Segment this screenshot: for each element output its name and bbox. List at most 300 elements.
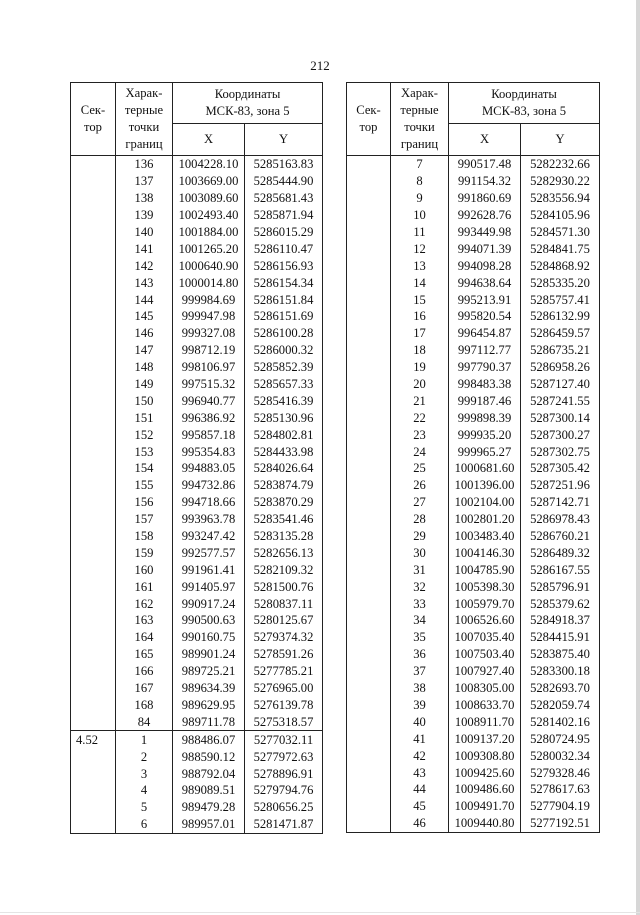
table-row [347,173,600,190]
point-cell: 14 [391,274,449,291]
y-cell: 5277904.19 [521,798,600,815]
sector-cell [347,274,391,291]
x-cell: 992628.76 [449,207,521,224]
point-cell: 162 [116,595,173,612]
point-cell: 29 [391,528,449,545]
sector-cell [71,173,116,190]
point-cell: 7 [391,156,449,173]
sector-cell [347,595,391,612]
table-row [71,325,323,342]
point-cell: 140 [116,224,173,241]
table-row [347,646,600,663]
point-cell: 20 [391,376,449,393]
y-cell: 5286735.21 [521,342,600,359]
y-cell: 5284802.81 [245,426,323,443]
x-cell: 995857.18 [173,426,245,443]
x-cell: 1004146.30 [449,544,521,561]
table-row [71,561,323,578]
point-cell: 19 [391,359,449,376]
point-cell: 24 [391,443,449,460]
x-cell: 994098.28 [449,257,521,274]
table-row [71,359,323,376]
x-cell: 993963.78 [173,511,245,528]
y-cell: 5286015.29 [245,224,323,241]
x-cell: 998106.97 [173,359,245,376]
sector-cell [71,190,116,207]
sector-cell [71,308,116,325]
point-cell: 145 [116,308,173,325]
point-cell: 165 [116,646,173,663]
table-row [71,765,323,782]
x-cell: 990517.48 [449,156,521,173]
x-cell: 1003089.60 [173,190,245,207]
x-cell: 993449.98 [449,224,521,241]
point-cell: 148 [116,359,173,376]
y-cell: 5281471.87 [245,816,323,833]
header-line: Координаты [491,87,557,101]
table-row [347,257,600,274]
sector-cell [347,426,391,443]
table-row [347,544,600,561]
x-cell: 1005979.70 [449,595,521,612]
sector-cell [347,342,391,359]
table-row [347,240,600,257]
point-cell: 143 [116,274,173,291]
y-cell: 5286167.55 [521,561,600,578]
sector-cell [347,544,391,561]
y-cell: 5285852.39 [245,359,323,376]
y-cell: 5277972.63 [245,748,323,765]
header-coords [173,83,323,124]
sector-cell [347,713,391,730]
table-row [71,308,323,325]
point-cell: 16 [391,308,449,325]
header-points [391,83,449,156]
sector-cell [71,595,116,612]
sector-cell [71,426,116,443]
point-cell: 84 [116,713,173,730]
y-cell: 5278591.26 [245,646,323,663]
sector-cell [347,747,391,764]
x-cell: 1009137.20 [449,730,521,747]
x-cell: 989711.78 [173,713,245,730]
x-cell: 1002801.20 [449,511,521,528]
point-cell: 37 [391,663,449,680]
sector-cell [71,409,116,426]
y-cell: 5279328.46 [521,764,600,781]
sector-cell [347,392,391,409]
sector-cell [347,359,391,376]
sector-cell [347,511,391,528]
table-row [347,747,600,764]
header-line: точки [128,120,160,134]
table-row [71,207,323,224]
y-cell: 5285163.83 [245,156,323,173]
sector-cell [71,528,116,545]
point-cell: 4 [116,782,173,799]
point-cell: 38 [391,680,449,697]
sector-cell [71,325,116,342]
y-cell: 5287251.96 [521,477,600,494]
y-cell: 5286459.57 [521,325,600,342]
x-cell: 1003669.00 [173,173,245,190]
x-cell: 995354.83 [173,443,245,460]
table-row [71,443,323,460]
sector-cell [71,511,116,528]
sector-cell [71,443,116,460]
sector-cell [347,460,391,477]
table-row [347,494,600,511]
sector-cell [71,392,116,409]
x-cell: 991154.32 [449,173,521,190]
table-row [347,561,600,578]
x-cell: 989901.24 [173,646,245,663]
x-cell: 991405.97 [173,578,245,595]
header-line: МСК-83, зона 5 [205,104,290,118]
point-cell: 158 [116,528,173,545]
sector-cell [347,730,391,747]
table-row [347,663,600,680]
sector-cell [71,460,116,477]
sector-cell [347,663,391,680]
point-cell: 40 [391,713,449,730]
y-cell: 5281500.76 [245,578,323,595]
point-cell: 45 [391,798,449,815]
y-cell: 5287300.27 [521,426,600,443]
table-row [347,443,600,460]
header-line: Сек- [356,103,381,117]
point-cell: 41 [391,730,449,747]
table-row [71,392,323,409]
x-cell: 1002104.00 [449,494,521,511]
table-row [347,730,600,747]
sector-cell [347,257,391,274]
sector-cell [347,646,391,663]
sector-cell [347,173,391,190]
sector-cell [71,240,116,257]
sector-cell [347,798,391,815]
sector-cell [347,528,391,545]
sector-cell [347,224,391,241]
table-row [347,342,600,359]
y-cell: 5285444.90 [245,173,323,190]
y-cell: 5282656.13 [245,544,323,561]
sector-cell [71,342,116,359]
y-cell: 5278617.63 [521,781,600,798]
y-cell: 5275318.57 [245,713,323,730]
y-cell: 5287142.71 [521,494,600,511]
sector-cell [347,680,391,697]
table-row [71,799,323,816]
y-cell: 5282930.22 [521,173,600,190]
x-cell: 988486.07 [173,731,245,748]
sector-cell [347,477,391,494]
x-cell: 998483.38 [449,376,521,393]
x-cell: 1001884.00 [173,224,245,241]
point-cell: 33 [391,595,449,612]
x-cell: 993247.42 [173,528,245,545]
point-cell: 2 [116,748,173,765]
table-row [347,460,600,477]
point-cell: 150 [116,392,173,409]
sector-cell [347,629,391,646]
y-cell: 5276139.78 [245,697,323,714]
header-line: Харак- [125,86,163,100]
x-cell: 991961.41 [173,561,245,578]
y-cell: 5286156.93 [245,257,323,274]
x-cell: 989629.95 [173,697,245,714]
sector-cell [71,697,116,714]
y-cell: 5278896.91 [245,765,323,782]
point-cell: 152 [116,426,173,443]
x-cell: 996454.87 [449,325,521,342]
point-cell: 164 [116,629,173,646]
y-cell: 5287300.14 [521,409,600,426]
y-cell: 5283300.18 [521,663,600,680]
table-row [347,612,600,629]
header-sector [71,83,116,156]
point-cell: 147 [116,342,173,359]
point-cell: 46 [391,815,449,832]
point-cell: 159 [116,544,173,561]
table-row [347,781,600,798]
point-cell: 161 [116,578,173,595]
header-line: точки [404,120,435,134]
table-row [347,426,600,443]
sector-cell [71,629,116,646]
y-cell: 5286489.32 [521,544,600,561]
sector-cell [71,207,116,224]
table-row [71,697,323,714]
table-row [347,156,600,173]
x-cell: 988792.04 [173,765,245,782]
y-cell: 5285757.41 [521,291,600,308]
x-cell: 1007927.40 [449,663,521,680]
table-row [347,595,600,612]
point-cell: 151 [116,409,173,426]
x-cell: 1000014.80 [173,274,245,291]
sector-cell [347,240,391,257]
sector-cell [347,443,391,460]
point-cell: 43 [391,764,449,781]
x-cell: 1001265.20 [173,240,245,257]
sector-cell [347,207,391,224]
header-line: терные [400,103,439,117]
table-row [347,528,600,545]
table-row [347,359,600,376]
y-cell: 5284918.37 [521,612,600,629]
sector-cell [347,578,391,595]
x-cell: 994718.66 [173,494,245,511]
header-line: границ [125,137,163,151]
table-row [71,816,323,833]
point-cell: 39 [391,697,449,714]
table-row [347,308,600,325]
x-cell: 997112.77 [449,342,521,359]
table-row [71,680,323,697]
sector-cell [71,799,116,816]
y-cell: 5286110.47 [245,240,323,257]
header-x: X [449,124,521,156]
table-row [347,477,600,494]
sector-cell [347,308,391,325]
x-cell: 989089.51 [173,782,245,799]
y-cell: 5280125.67 [245,612,323,629]
y-cell: 5280837.11 [245,595,323,612]
header-line: границ [400,137,439,151]
y-cell: 5284868.92 [521,257,600,274]
x-cell: 1007035.40 [449,629,521,646]
table-row [71,511,323,528]
table-row [347,392,600,409]
y-cell: 5284415.91 [521,629,600,646]
table-row [71,291,323,308]
x-cell: 995820.54 [449,308,521,325]
point-cell: 31 [391,561,449,578]
point-cell: 156 [116,494,173,511]
y-cell: 5286000.32 [245,342,323,359]
header-coords [449,83,600,124]
sector-cell [71,765,116,782]
y-cell: 5287302.75 [521,443,600,460]
table-row [71,190,323,207]
y-cell: 5284105.96 [521,207,600,224]
page-number: 212 [310,58,330,73]
table-row [347,629,600,646]
point-cell: 1 [116,731,173,748]
y-cell: 5283874.79 [245,477,323,494]
point-cell: 160 [116,561,173,578]
table-row [347,376,600,393]
y-cell: 5279794.76 [245,782,323,799]
table-row [347,713,600,730]
point-cell: 11 [391,224,449,241]
point-cell: 22 [391,409,449,426]
sector-cell [347,291,391,308]
y-cell: 5280656.25 [245,799,323,816]
page-edge [636,0,640,915]
coordinates-table-left [70,82,323,834]
y-cell: 5283556.94 [521,190,600,207]
y-cell: 5286154.34 [245,274,323,291]
y-cell: 5286132.99 [521,308,600,325]
header-y: Y [245,124,323,156]
x-cell: 989479.28 [173,799,245,816]
point-cell: 155 [116,477,173,494]
sector-cell [71,782,116,799]
y-cell: 5283541.46 [245,511,323,528]
y-cell: 5283870.29 [245,494,323,511]
y-cell: 5287241.55 [521,392,600,409]
x-cell: 1001396.00 [449,477,521,494]
sector-cell [71,291,116,308]
y-cell: 5283875.40 [521,646,600,663]
table-row [71,240,323,257]
coordinates-table-right [346,82,600,833]
header-line: Сек- [80,103,106,117]
sector-cell: 4.52 [71,731,116,748]
y-cell: 5276965.00 [245,680,323,697]
table-row [71,257,323,274]
point-cell: 168 [116,697,173,714]
sector-cell [347,561,391,578]
x-cell: 992577.57 [173,544,245,561]
x-cell: 1005398.30 [449,578,521,595]
point-cell: 36 [391,646,449,663]
sector-cell [71,578,116,595]
header-x: X [173,124,245,156]
header-line: Харак- [401,86,438,100]
point-cell: 6 [116,816,173,833]
y-cell: 5284841.75 [521,240,600,257]
header-line: тор [84,120,102,134]
table-row [71,342,323,359]
table-row [347,224,600,241]
x-cell: 996940.77 [173,392,245,409]
sector-cell [71,748,116,765]
sector-cell [71,494,116,511]
point-cell: 153 [116,443,173,460]
x-cell: 1000681.60 [449,460,521,477]
header-line: МСК-83, зона 5 [481,104,567,118]
x-cell: 1000640.90 [173,257,245,274]
sector-cell [71,477,116,494]
point-cell: 42 [391,747,449,764]
x-cell: 994638.64 [449,274,521,291]
point-cell: 28 [391,511,449,528]
x-cell: 995213.91 [449,291,521,308]
header-sector [347,83,391,156]
table-row [347,815,600,832]
table-row [71,629,323,646]
point-cell: 3 [116,765,173,782]
point-cell: 166 [116,663,173,680]
header-points [116,83,173,156]
x-cell: 999898.39 [449,409,521,426]
table-row [71,646,323,663]
y-cell: 5286151.69 [245,308,323,325]
sector-cell [347,815,391,832]
sector-cell [71,680,116,697]
x-cell: 999965.27 [449,443,521,460]
point-cell: 139 [116,207,173,224]
table-body-right [347,156,600,833]
x-cell: 998712.19 [173,342,245,359]
y-cell: 5282693.70 [521,680,600,697]
table-row [347,409,600,426]
point-cell: 146 [116,325,173,342]
x-cell: 989725.21 [173,663,245,680]
point-cell: 35 [391,629,449,646]
sector-cell [71,561,116,578]
table-row [71,731,323,748]
table-row [71,409,323,426]
sector-cell [347,697,391,714]
page-bottom-line [0,912,640,913]
table-row [71,782,323,799]
y-cell: 5287305.42 [521,460,600,477]
point-cell: 163 [116,612,173,629]
point-cell: 137 [116,173,173,190]
y-cell: 5286978.43 [521,511,600,528]
sector-cell [71,257,116,274]
y-cell: 5284433.98 [245,443,323,460]
table-row [347,697,600,714]
y-cell: 5283135.28 [245,528,323,545]
sector-cell [71,224,116,241]
x-cell: 988590.12 [173,748,245,765]
x-cell: 1004228.10 [173,156,245,173]
